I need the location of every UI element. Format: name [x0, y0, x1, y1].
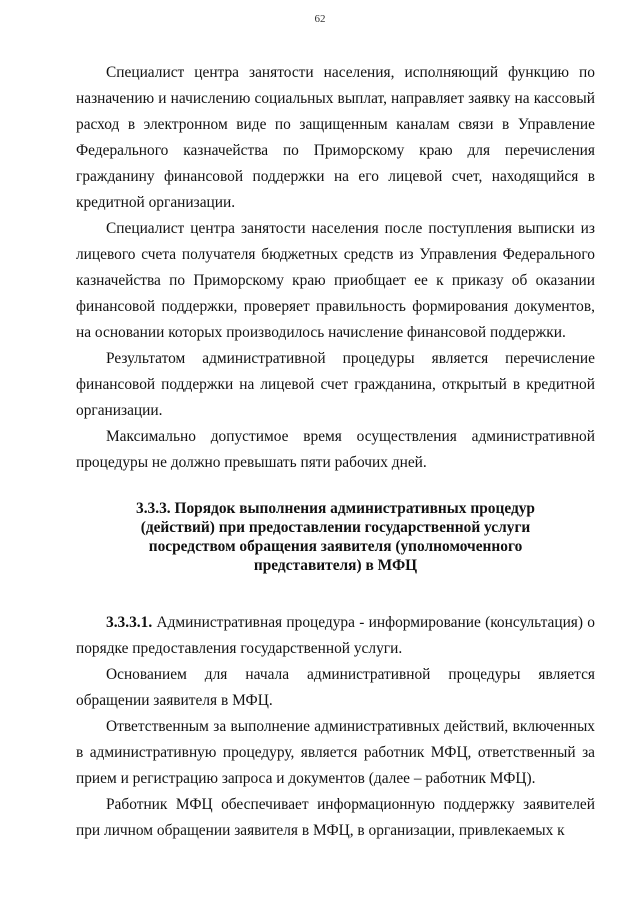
- clause-number: 3.3.3.1.: [106, 614, 153, 631]
- paragraph-basis: Основанием для начала административной процедуры является обращении заявителя в МФЦ.: [76, 666, 595, 709]
- paragraph-info-support: Работник МФЦ обеспечивает информационную поддержку заявителей при личном обращении заявителя в МФЦ, в организации, привлекаемых к: [76, 796, 595, 839]
- document-body: [76, 60, 595, 844]
- paragraph-max-time: Максимально допустимое время осуществления административной процедуры не должно превышать пяти рабочих дней.: [76, 428, 595, 471]
- clause-paragraph: [76, 610, 595, 662]
- page-number: 62: [314, 13, 326, 25]
- paragraph-account-statement: Специалист центра занятости населения после поступления выписки из лицевого счета получателя бюджетных средств из Управления Федерального казначейства по Приморскому краю приобщает ее к приказу об оказании финансовой поддержки, проверяет правильность формирования документов, на основании которых производилось начисление финансовой поддержки.: [76, 220, 595, 341]
- paragraph-procedure-result: Результатом административной процедуры является перечисление финансовой поддержки на лицевой счет гражданина, открытый в кредитной организации.: [76, 350, 595, 419]
- section-heading: 3.3.3. Порядок выполнения административных процедур (действий) при предоставлении государственной услуги посредством обращения заявителя (уполномоченного представителя) в МФЦ: [136, 500, 535, 574]
- clause-text: Административная процедура - информирование (консультация) о порядке предоставления государственной услуги.: [76, 614, 595, 657]
- section-spacer: [76, 575, 595, 610]
- paragraph-responsible: Ответственным за выполнение административных действий, включенных в административную процедуру, является работник МФЦ, ответственный за прием и регистрацию запроса и документов (далее – работник МФЦ).: [76, 718, 595, 787]
- paragraph-transfer-request: Специалист центра занятости населения, исполняющий функцию по назначению и начислению социальных выплат, направляет заявку на кассовый расход в электронном виде по защищенным каналам связи в Управление Федерального казначейства по Приморскому краю для перечисления гражданину финансовой поддержки на его лицевой счет, находящийся в кредитной организации.: [76, 64, 595, 211]
